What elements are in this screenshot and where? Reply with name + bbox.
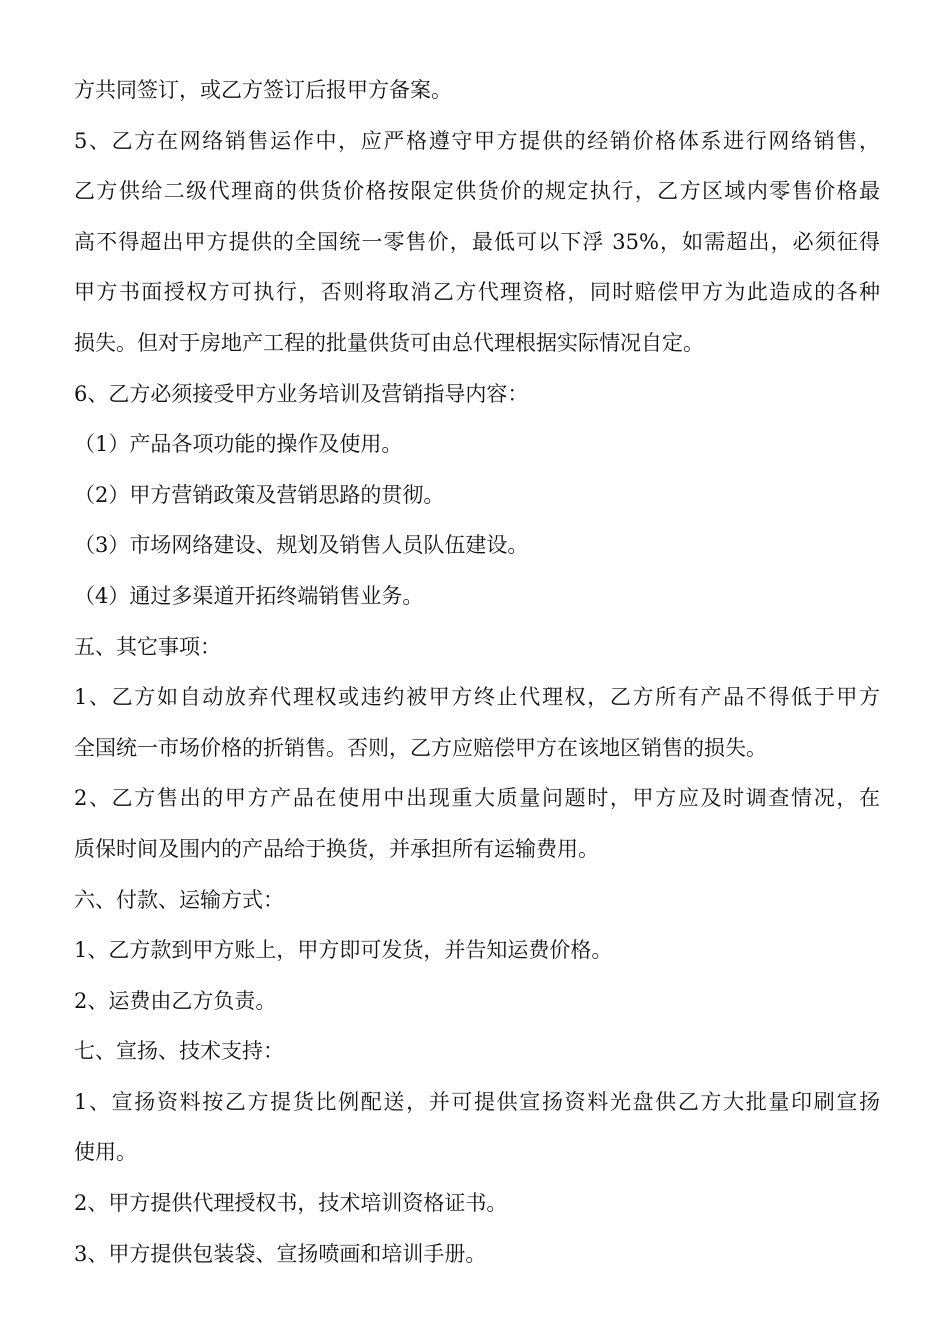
- text-line: 甲方书面授权方可执行，否则将取消乙方代理资格，同时赔偿甲方为此造成的各种: [74, 280, 880, 305]
- section-heading: 五、其它事项：: [74, 634, 221, 659]
- text-line: 使用。: [74, 1140, 137, 1165]
- text-line: （4）通过多渠道开拓终端销售业务。: [74, 583, 424, 608]
- section-heading: 六、付款、运输方式：: [74, 887, 284, 912]
- text-line: （3）市场网络建设、规划及销售人员队伍建设。: [74, 533, 529, 558]
- text-line: 3、甲方提供包装袋、宣扬喷画和培训手册。: [74, 1241, 487, 1266]
- document-page: [74, 78, 880, 1292]
- section-heading: 七、宣扬、技术支持：: [74, 1039, 284, 1064]
- text-line: （2）甲方营销政策及营销思路的贯彻。: [74, 482, 445, 507]
- text-line: 质保时间及围内的产品给于换货，并承担所有运输费用。: [74, 836, 599, 861]
- text-line: 1、乙方款到甲方账上，甲方即可发货，并告知运费价格。: [74, 938, 613, 963]
- text-line: 2、乙方售出的甲方产品在使用中出现重大质量问题时，甲方应及时调查情况，在: [74, 786, 880, 811]
- text-line: 2、运费由乙方负责。: [74, 988, 277, 1013]
- text-line: 乙方供给二级代理商的供货价格按限定供货价的规定执行，乙方区域内零售价格最: [74, 179, 880, 204]
- text-line: 损失。但对于房地产工程的批量供货可由总代理根据实际情况自定。: [74, 330, 704, 355]
- text-line: 1、乙方如自动放弃代理权或违约被甲方终止代理权，乙方所有产品不得低于甲方: [74, 685, 880, 710]
- text-line: 高不得超出甲方提供的全国统一零售价，最低可以下浮 35%，如需超出，必须征得: [74, 229, 880, 254]
- text-line: 5、乙方在网络销售运作中，应严格遵守甲方提供的经销价格体系进行网络销售，: [74, 128, 880, 153]
- text-line: 6、乙方必须接受甲方业务培训及营销指导内容：: [74, 381, 529, 406]
- text-line: 1、宣扬资料按乙方提货比例配送，并可提供宣扬资料光盘供乙方大批量印刷宣扬: [74, 1089, 880, 1114]
- text-line: （1）产品各项功能的操作及使用。: [74, 432, 403, 457]
- text-line: 2、甲方提供代理授权书，技术培训资格证书。: [74, 1191, 508, 1216]
- text-line: 方共同签订，或乙方签订后报甲方备案。: [74, 78, 452, 102]
- text-line: 全国统一市场价格的折销售。否则，乙方应赔偿甲方在该地区销售的损失。: [74, 735, 767, 760]
